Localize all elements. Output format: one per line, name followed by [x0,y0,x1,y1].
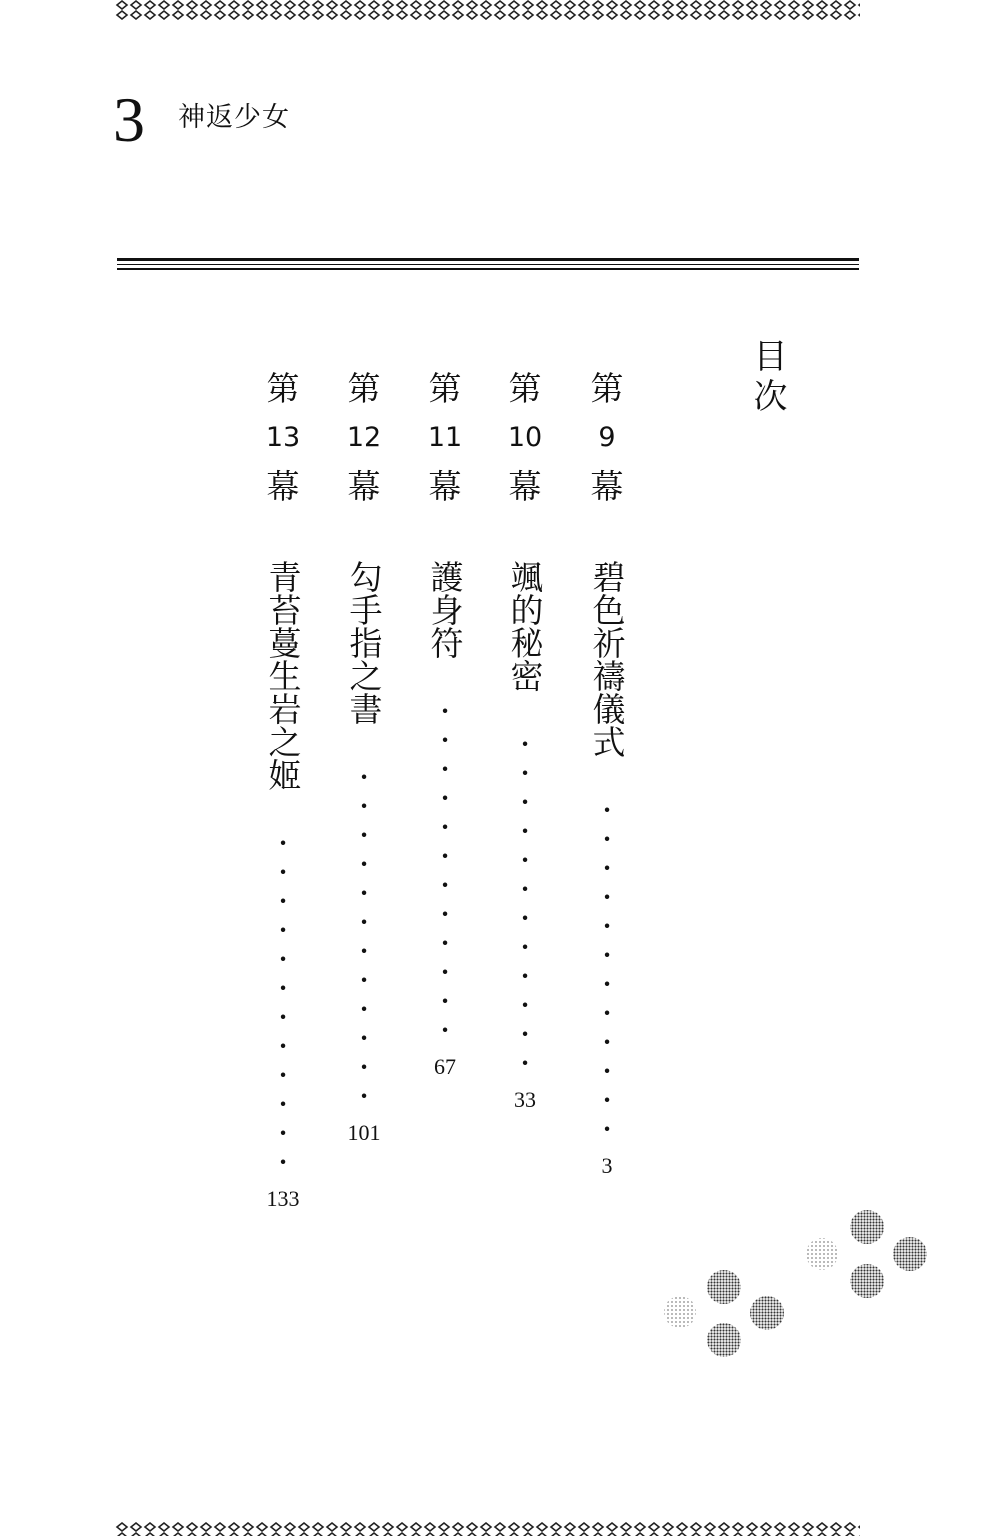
header-rule-lower [117,268,859,270]
chapter-label: 第 [347,369,381,408]
dot-leader [420,696,470,1044]
toc-entry-chapter-9[interactable] [582,364,632,1181]
dot-leader-text: ············ [430,696,460,1044]
chapter-title-text: 護身符 [425,560,465,659]
volume-number: 3 [113,84,145,155]
chapter-suffix: 幕 [428,467,462,506]
dot-leader-text: ············ [592,795,622,1143]
dot-leader-text: ············ [268,828,298,1176]
chapter-number: 11 [427,422,463,453]
chapter-title-text: 青苔蔓生岩之姬 [263,560,303,791]
toc-entry-chapter-13[interactable] [258,364,308,1214]
chapter-title [420,560,470,672]
chapter-label: 第 [590,369,624,408]
chapter-label: 第 [508,369,542,408]
chapter-label: 第 [428,369,462,408]
chapter-suffix: 幕 [347,467,381,506]
header-rule-thin [117,264,859,265]
chapter-number: 12 [346,422,382,453]
chapter-title [582,560,632,771]
dot-leader-text: ············ [349,762,379,1110]
decorative-dots [650,1200,940,1370]
chapter-suffix: 幕 [508,467,542,506]
dot-leader-text: ············ [510,729,540,1077]
header-rule [117,258,859,261]
page-number: 101 [347,1120,381,1145]
top-lattice-border [115,0,860,20]
chapter-title-text: 碧色祈禱儀式 [587,560,627,758]
page-number: 133 [266,1186,300,1211]
page-number: 67 [434,1054,456,1079]
chapter-number: 13 [265,422,301,453]
chapter-suffix: 幕 [590,467,624,506]
dot-leader [339,762,389,1110]
chapter-title-text: 颯的秘密 [505,560,545,692]
dot-leader [500,729,550,1077]
toc-entry-chapter-12[interactable] [339,364,389,1148]
chapter-title-text: 勾手指之書 [344,560,384,725]
chapter-suffix: 幕 [266,467,300,506]
page-number: 3 [601,1153,613,1178]
chapter-title [258,560,308,804]
toc-heading: 目次 [747,338,787,418]
page-number: 33 [514,1087,536,1112]
dot-leader [258,828,308,1176]
chapter-number: 9 [598,422,616,453]
chapter-label: 第 [266,369,300,408]
toc-entry-chapter-11[interactable] [420,364,470,1082]
book-title: 神返少女 [178,102,290,133]
chapter-number: 10 [507,422,543,453]
toc-entry-chapter-10[interactable] [500,364,550,1115]
chapter-title [339,560,389,738]
bottom-lattice-border [115,1522,860,1536]
chapter-title [500,560,550,705]
dot-leader [582,795,632,1143]
